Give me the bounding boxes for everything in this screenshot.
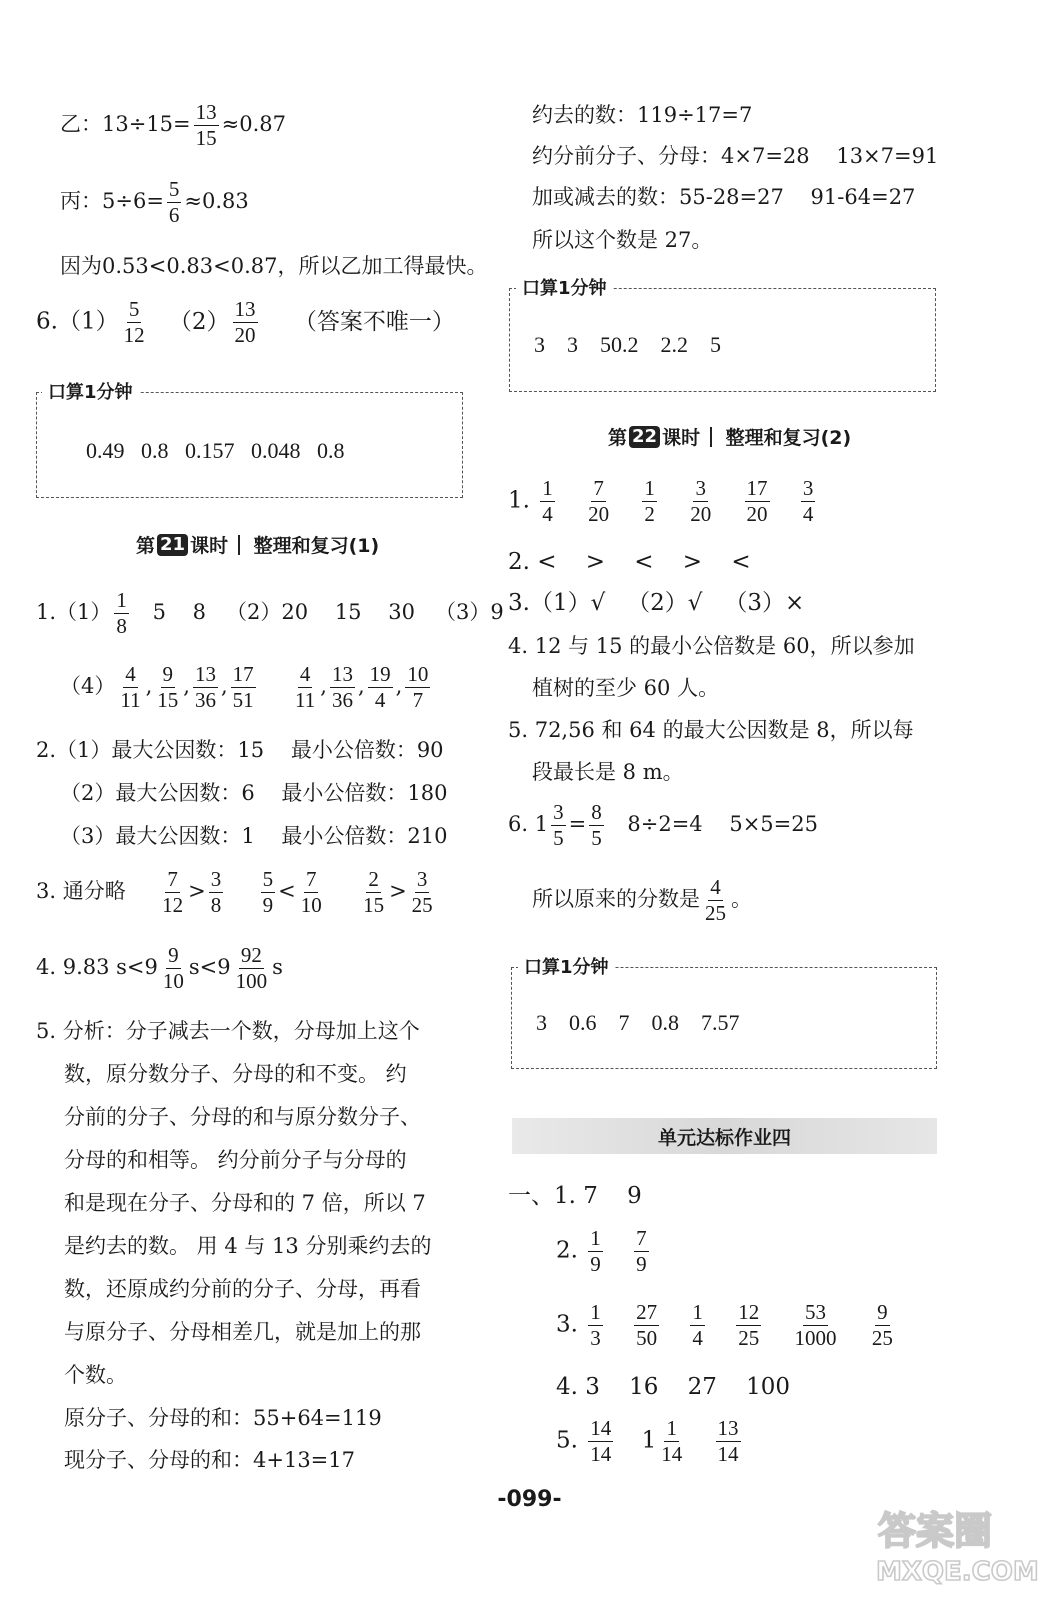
u3-line: 3. $\frac{1}{3}$ $\frac{27}{50}$ $\frac{1}{4}$ $\frac{12}{25}$ $\frac{53}{1000}$ $\frac{9}{25}$ <box>556 1300 893 1350</box>
q5-line-5: 和是现在分子、分母和的 7 倍，所以 7 <box>64 1191 426 1215</box>
fraction: $\frac{13}{15}$ <box>195 100 217 150</box>
q5-line-1: 5. 分析：分子减去一个数，分母加上这个 <box>36 1019 420 1043</box>
r-q1-line: 1. $\frac{1}{4}$ $\frac{7}{20}$ $\frac{1}{2}$ $\frac{3}{20}$ $\frac{17}{20}$ $\frac{3}{4}$ <box>508 476 814 526</box>
q2-line-1: 2.（1）最大公因数：15 最小公倍数：90 <box>36 738 444 762</box>
r-q6-line: 6. 1 $\frac{3}{5}$ = $\frac{8}{5}$ 8÷2=4 5×5=25 <box>508 800 818 850</box>
mental-math-answers: 0.49 0.8 0.157 0.048 0.8 <box>86 438 345 463</box>
r-q2-line: 2. < > < > < <box>508 549 751 575</box>
q5-line-10: 原分子、分母的和：55+64=119 <box>64 1406 382 1430</box>
q2-line-3: （3）最大公因数：1 最小公倍数：210 <box>60 824 448 848</box>
mental-math-answers: 3 3 50.2 2.2 5 <box>534 332 721 357</box>
page-number: -099- <box>497 1487 562 1512</box>
r-q5-line-2: 段最长是 8 m。 <box>532 760 684 784</box>
q5-line-7: 数，还原成约分前的分子、分母，再看 <box>64 1277 421 1301</box>
right-top-line-3: 加或减去的数：55-28=27 91-64=27 <box>532 185 916 209</box>
conclusion-line: 因为0.53<0.83<0.87，所以乙加工得最快。 <box>60 254 488 278</box>
u1-line: 一、1. 7 9 <box>508 1183 642 1209</box>
q5-line-8: 与原分子、分母相差几，就是加上的那 <box>64 1320 421 1344</box>
right-top-line-2: 约分前分子、分母：4×7=28 13×7=91 <box>532 144 939 168</box>
q5-line-3: 分前的分子、分母的和与原分数分子、 <box>64 1105 421 1129</box>
q1a-line: 1.（1） $\frac{1}{8}$ 5 8 （2）20 15 30 （3）9 <box>36 588 504 638</box>
r-q4-line-2: 植树的至少 60 人。 <box>532 676 720 700</box>
u5-line: 5. $\frac{14}{14}$ 1 $\frac{1}{14}$ $\frac{13}{14}$ <box>556 1416 739 1466</box>
u2-line: 2. $\frac{1}{9}$ $\frac{7}{9}$ <box>556 1226 647 1276</box>
right-top-line-4: 所以这个数是 27。 <box>532 228 713 252</box>
q5-line-11: 现分子、分母的和：4+13=17 <box>64 1448 355 1472</box>
svg-text:答案圈: 答案圈 <box>878 1509 993 1553</box>
lesson-21-title: 第 21 课时 整理和复习(1) <box>136 533 380 557</box>
q6-line: 6.（1） $\frac{5}{12}$ （2） $\frac{13}{20}$ （答案不唯一） <box>36 297 455 347</box>
mental-math-label: 口算1分钟 <box>518 953 615 979</box>
r-q6b-line: 所以原来的分数是 $\frac{4}{25}$ 。 <box>532 875 752 925</box>
mental-math-label: 口算1分钟 <box>516 274 613 300</box>
yi-line: 乙：13÷15= $\frac{13}{15}$ ≈0.87 <box>60 100 286 150</box>
u4-line: 4. 3 16 27 100 <box>556 1374 791 1400</box>
fraction: $\frac{5}{6}$ <box>168 177 180 227</box>
lesson-22-title: 第 22 课时 整理和复习(2) <box>608 425 852 449</box>
watermark-logo <box>872 1500 1047 1590</box>
q1b-line: （4） $\frac{4}{11}$ , $\frac{9}{15}$ , $\frac{13}{36}$ , $\frac{17}{51}$ $\frac{4}{11}$ , $\frac{13}{36}$ , $\frac{19}{4}$ , $\frac{10}{7}$ <box>60 662 429 712</box>
bing-line: 丙：5÷6= $\frac{5}{6}$ ≈0.83 <box>60 177 249 227</box>
mental-math-label: 口算1分钟 <box>42 378 139 404</box>
unit-title: 单元达标作业四 <box>512 1118 937 1154</box>
q4-line: 4. 9.83 s<9 $\frac{9}{10}$ s<9 $\frac{92}{100}$ s <box>36 943 283 993</box>
r-q3-line: 3.（1）√ （2）√ （3）× <box>508 590 805 616</box>
q3-line: 3. 通分略 $\frac{7}{12}$ > $\frac{3}{8}$ $\frac{5}{9}$ < $\frac{7}{10}$ $\frac{2}{15}$ > $\frac{3}{25}$ <box>36 867 433 917</box>
r-q4-line-1: 4. 12 与 15 的最小公倍数是 60，所以参加 <box>508 634 915 658</box>
q5-line-9: 个数。 <box>64 1363 127 1387</box>
q5-line-4: 分母的和相等。 约分前分子与分母的 <box>64 1148 407 1172</box>
r-q5-line-1: 5. 72,56 和 64 的最大公因数是 8，所以每 <box>508 718 914 742</box>
svg-text:MXQE.COM: MXQE.COM <box>876 1557 1039 1587</box>
mental-math-answers: 3 0.6 7 0.8 7.57 <box>536 1010 740 1035</box>
right-top-line-1: 约去的数：119÷17=7 <box>532 103 753 127</box>
q2-line-2: （2）最大公因数：6 最小公倍数：180 <box>60 781 448 805</box>
q5-line-6: 是约去的数。 用 4 与 13 分别乘约去的 <box>64 1234 432 1258</box>
q5-line-2: 数，原分数分子、分母的和不变。 约 <box>64 1062 407 1086</box>
